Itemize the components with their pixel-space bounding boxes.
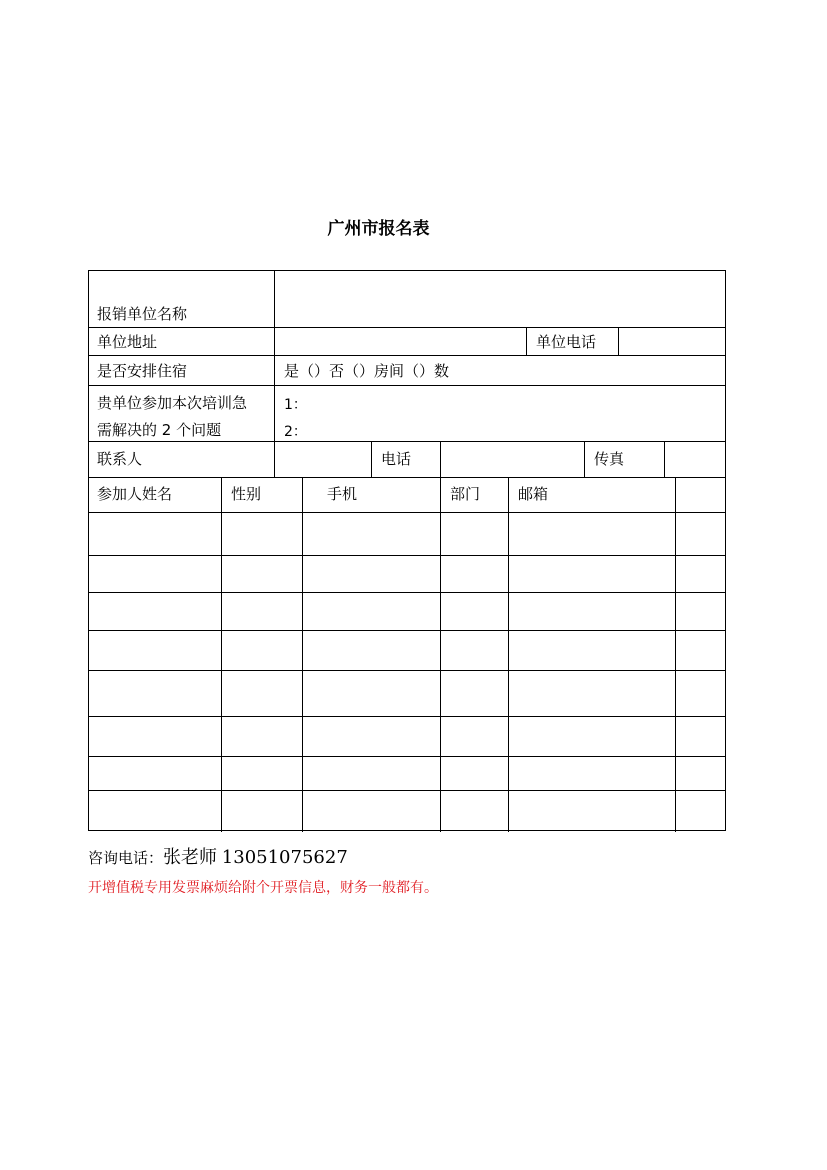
consultation-prefix: 咨询电话：	[88, 849, 164, 867]
header-mobile: 手机	[327, 485, 358, 503]
contact-label: 联系人	[97, 450, 143, 468]
company-name-label: 报销单位名称	[97, 305, 188, 323]
header-department: 部门	[450, 485, 481, 503]
issues-label-line2: 需解决的 2 个问题	[97, 421, 222, 439]
consultation-number: 13051075627	[221, 847, 348, 868]
header-gender: 性别	[231, 485, 262, 503]
invoice-note: 开增值税专用发票麻烦给附个开票信息，财务一般都有。	[88, 880, 438, 896]
consultation-phone	[88, 843, 348, 869]
header-name: 参加人姓名	[97, 485, 173, 503]
contact-phone-label: 电话	[381, 450, 412, 468]
issue-2-label: 2：	[284, 424, 307, 440]
header-email: 邮箱	[518, 485, 549, 503]
lodging-label: 是否安排住宿	[97, 362, 188, 380]
registration-form-table	[88, 270, 726, 831]
issues-label-line1: 贵单位参加本次培训急	[97, 394, 248, 412]
consultation-person: 张老师	[163, 847, 218, 868]
lodging-options: 是（）否（）房间（）数	[284, 362, 450, 380]
form-title: 广州市报名表	[327, 219, 430, 239]
unit-phone-label: 单位电话	[536, 333, 597, 351]
table-border	[88, 270, 726, 831]
issue-1-label: 1：	[284, 397, 307, 413]
fax-label: 传真	[594, 450, 625, 468]
address-label: 单位地址	[97, 333, 158, 351]
